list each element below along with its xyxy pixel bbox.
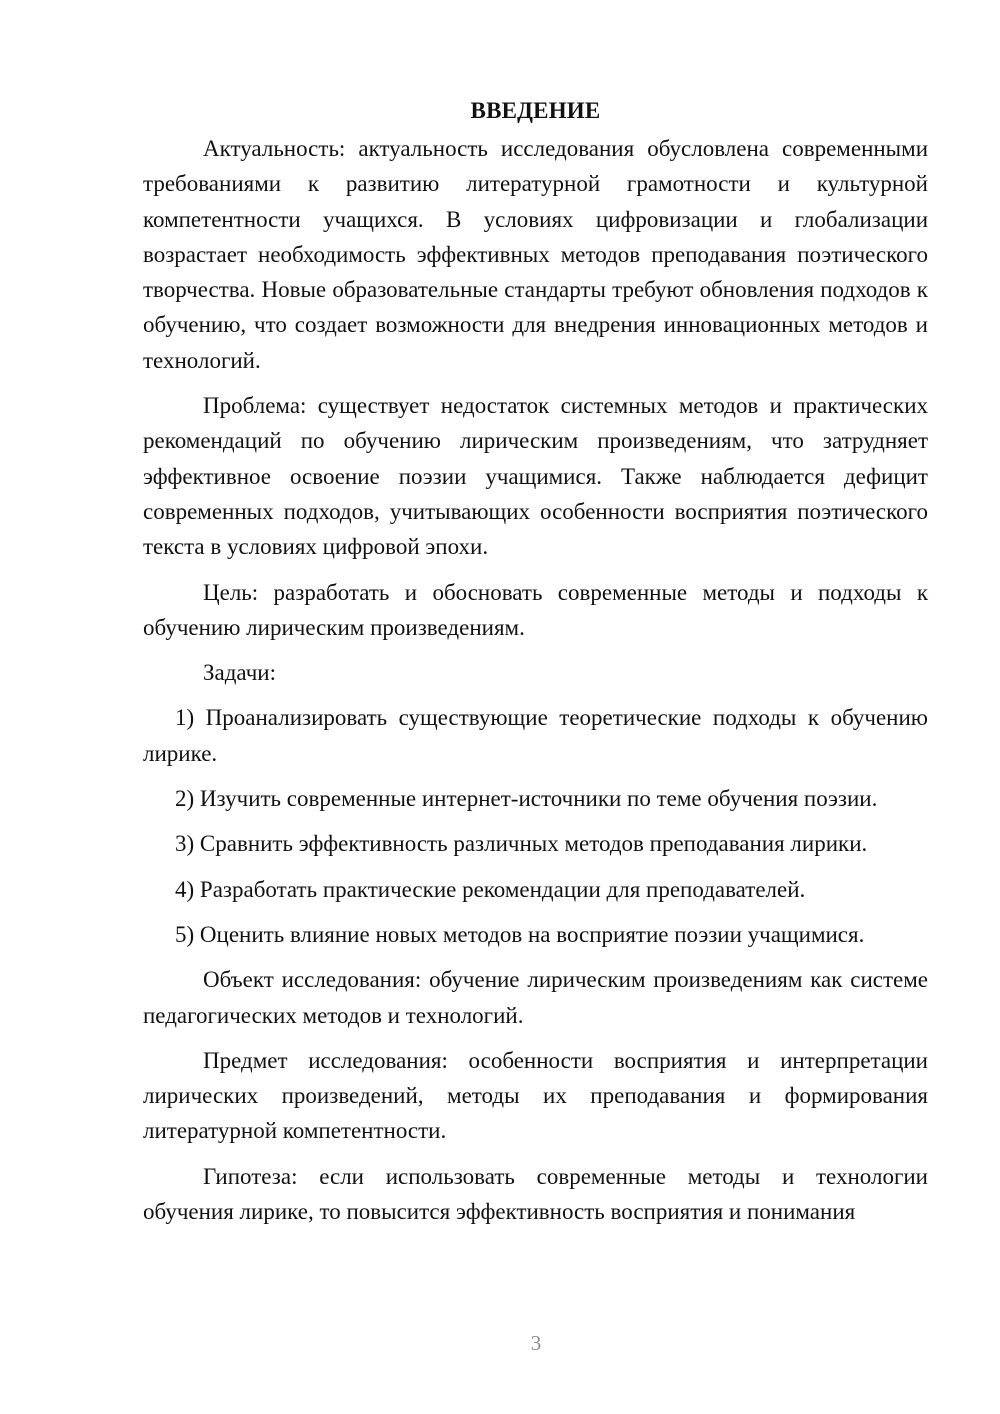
object-paragraph: Объект исследования: обучение лирическим произведениям как системе педагогических методов и технологий. bbox=[143, 967, 928, 1028]
hypothesis-paragraph: Гипотеза: если использовать современные методы и технологии обучения лирике, то повысится эффективность восприятия и понимания bbox=[143, 1163, 928, 1225]
page-number: 3 bbox=[530, 1331, 542, 1355]
tasks-heading: Задачи: bbox=[203, 660, 276, 686]
task-item: 3) Сравнить эффективность различных методов преподавания лирики. bbox=[175, 831, 868, 857]
relevance-paragraph: Актуальность: актуальность исследования обусловлена современными требованиями к развитию литературной грамотности и культурной компетентности учащихся. В условиях цифровизации и глобализации возрастает необходимость эффективных методов преподавания поэтического творчества. Новые образовательные стандарты требуют обновления подходов к обучению, что создает возможности для внедрения инновационных методов и технологий. bbox=[143, 136, 928, 373]
task-item: 4) Разработать практические рекомендации для преподавателей. bbox=[175, 876, 806, 902]
problem-paragraph: Проблема: существует недостаток системных методов и практических рекомендаций по обучению лирическим произведениям, что затрудняет эффективное освоение поэзии учащимися. Также наблюдается дефицит современных подходов, учитывающих особенности восприятия поэтического текста в условиях цифровой эпохи. bbox=[143, 393, 928, 560]
section-heading: ВВЕДЕНИЕ bbox=[470, 98, 601, 123]
document-page bbox=[143, 95, 928, 1239]
task-item: 1) Проанализировать существующие теоретические подходы к обучению лирике. bbox=[143, 705, 928, 766]
task-item: 5) Оценить влияние новых методов на восприятие поэзии учащимися. bbox=[175, 921, 865, 947]
task-item: 2) Изучить современные интернет-источники по теме обучения поэзии. bbox=[175, 786, 878, 812]
goal-paragraph: Цель: разработать и обосновать современные методы и подходы к обучению лирическим произведениям. bbox=[143, 579, 928, 640]
subject-paragraph: Предмет исследования: особенности восприятия и интерпретации лирических произведений, методы их преподавания и формирования литературной компетентности. bbox=[143, 1047, 928, 1144]
